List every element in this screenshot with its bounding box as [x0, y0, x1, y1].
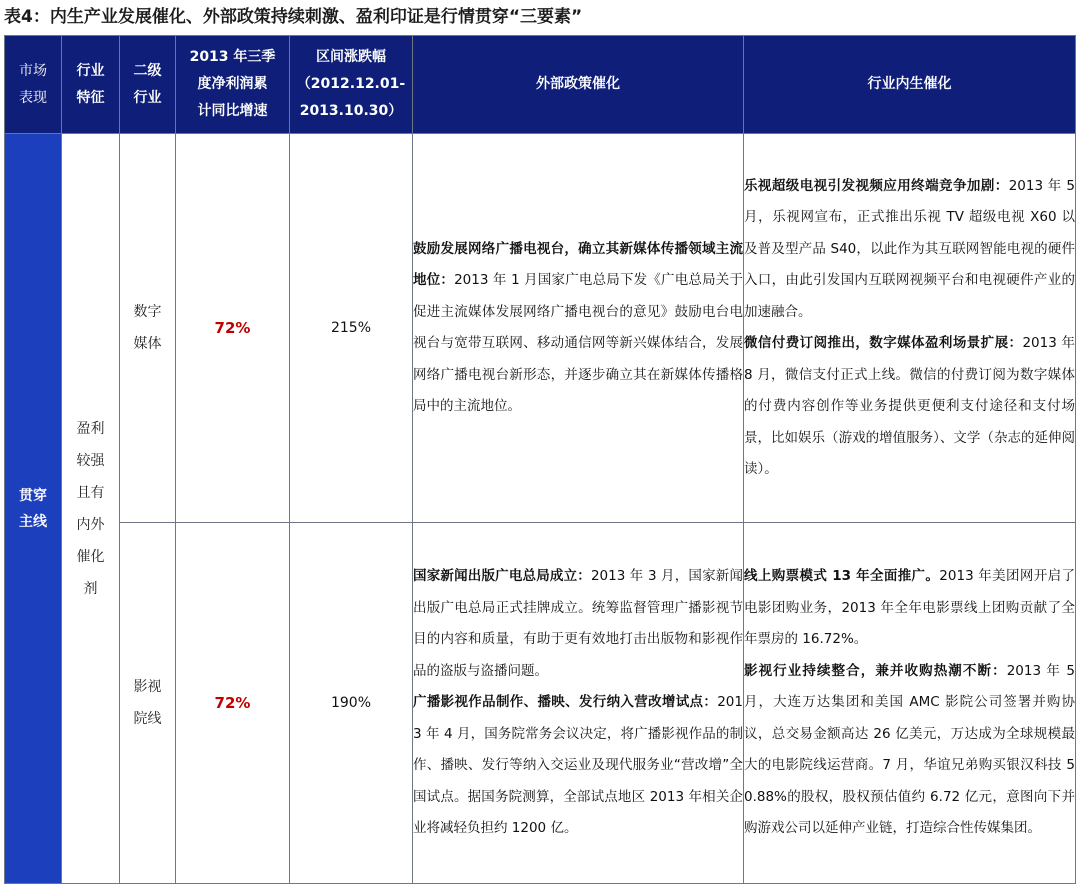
header-row: [5, 36, 1076, 134]
external-policy-cell: [413, 523, 744, 884]
paragraph: 广播影视作品制作、播映、发行纳入营改增试点：2013 年 4 月，国务院常务会议决定，将广播影视作品的制作、播映、发行等纳入交运业及现代服务业“营改增”全国试点。据国务院测算，全部试点地区 2013 年相关企业将减轻负担约 1200 亿。: [413, 694, 743, 837]
paragraph: 影视行业持续整合，兼并收购热潮不断：2013 年 5 月，大连万达集团和美国 AMC 影院公司签署并购协议，总交易金额高达 26 亿美元，万达成为全球规模最大的电影院线运营商。7 月，华谊兄弟购买银汉科技 50.88%的股权，股权预估值约 6.72 亿元，意图向下并购游戏公司以延伸产业链，打造综合性传媒集团。: [744, 662, 1075, 837]
header-sub-industry: 二级 行业: [120, 36, 176, 134]
table-row: [5, 134, 1076, 523]
paragraph: 微信付费订阅推出，数字媒体盈利场景扩展：2013 年 8 月，微信支付正式上线。微信的付费订阅为数字媒体的付费内容创作等业务提供更便利支付途径和支付场景，比如娱乐（游戏的增值服务）、文学（杂志的延伸阅读）。: [744, 335, 1076, 477]
feature-cell: 盈利 较强 且有 内外 催化 剂: [62, 134, 120, 884]
sub-industry-cell: 影视 院线: [120, 523, 176, 884]
external-policy-cell: [413, 134, 744, 523]
table-title: 表4：内生产业发展催化、外部政策持续刺激、盈利印证是行情贯穿“三要素”: [4, 7, 583, 27]
paragraph: 国家新闻出版广电总局成立：2013 年 3 月，国家新闻出版广电总局正式挂牌成立。统筹监督管理广播影视节目的内容和质量，有助于更有效地打击出版物和影视作品的盗版与盗播问题。: [413, 568, 743, 679]
header-price-change: 区间涨跌幅 （2012.12.01- 2013.10.30）: [290, 36, 413, 134]
profit-growth-cell: 72%: [176, 523, 290, 884]
data-table: [4, 35, 1076, 884]
paragraph: 鼓励发展网络广播电视台，确立其新媒体传播领域主流地位：2013 年 1 月国家广电总局下发《广电总局关于促进主流媒体发展网络广播电视台的意见》鼓励电台电视台与宽带互联网、移动通信网等新兴媒体结合，发展网络广播电视台新形态，并逐步确立其在新媒体传播格局中的主流地位。: [413, 240, 743, 414]
paragraph: 乐视超级电视引发视频应用终端竞争加剧：2013 年 5 月，乐视网宣布，正式推出乐视 TV 超级电视 X60 以及普及型产品 S40，以此作为其互联网智能电视的硬件入口，由此引发国内互联网视频平台和电视硬件产业的加速融合。: [744, 177, 1076, 320]
sub-industry-cell: 数字 媒体: [120, 134, 176, 523]
header-feature: 行业 特征: [62, 36, 120, 134]
header-profit-growth: 2013 年三季 度净利润累 计同比增速: [176, 36, 290, 134]
header-external-policy: 外部政策催化: [413, 36, 744, 134]
market-cell: 贯穿 主线: [5, 134, 62, 884]
price-change-cell: 215%: [290, 134, 413, 523]
profit-growth-cell: 72%: [176, 134, 290, 523]
price-change-cell: 190%: [290, 523, 413, 884]
header-internal-catalyst: 行业内生催化: [744, 36, 1076, 134]
internal-catalyst-cell: [744, 523, 1076, 884]
header-market: 市场 表现: [5, 36, 62, 134]
table-row: [5, 523, 1076, 884]
internal-catalyst-cell: [744, 134, 1076, 523]
paragraph: 线上购票模式 13 年全面推广。2013 年美团网开启了电影团购业务，2013 年全年电影票线上团购贡献了全年票房的 16.72%。: [744, 568, 1075, 648]
